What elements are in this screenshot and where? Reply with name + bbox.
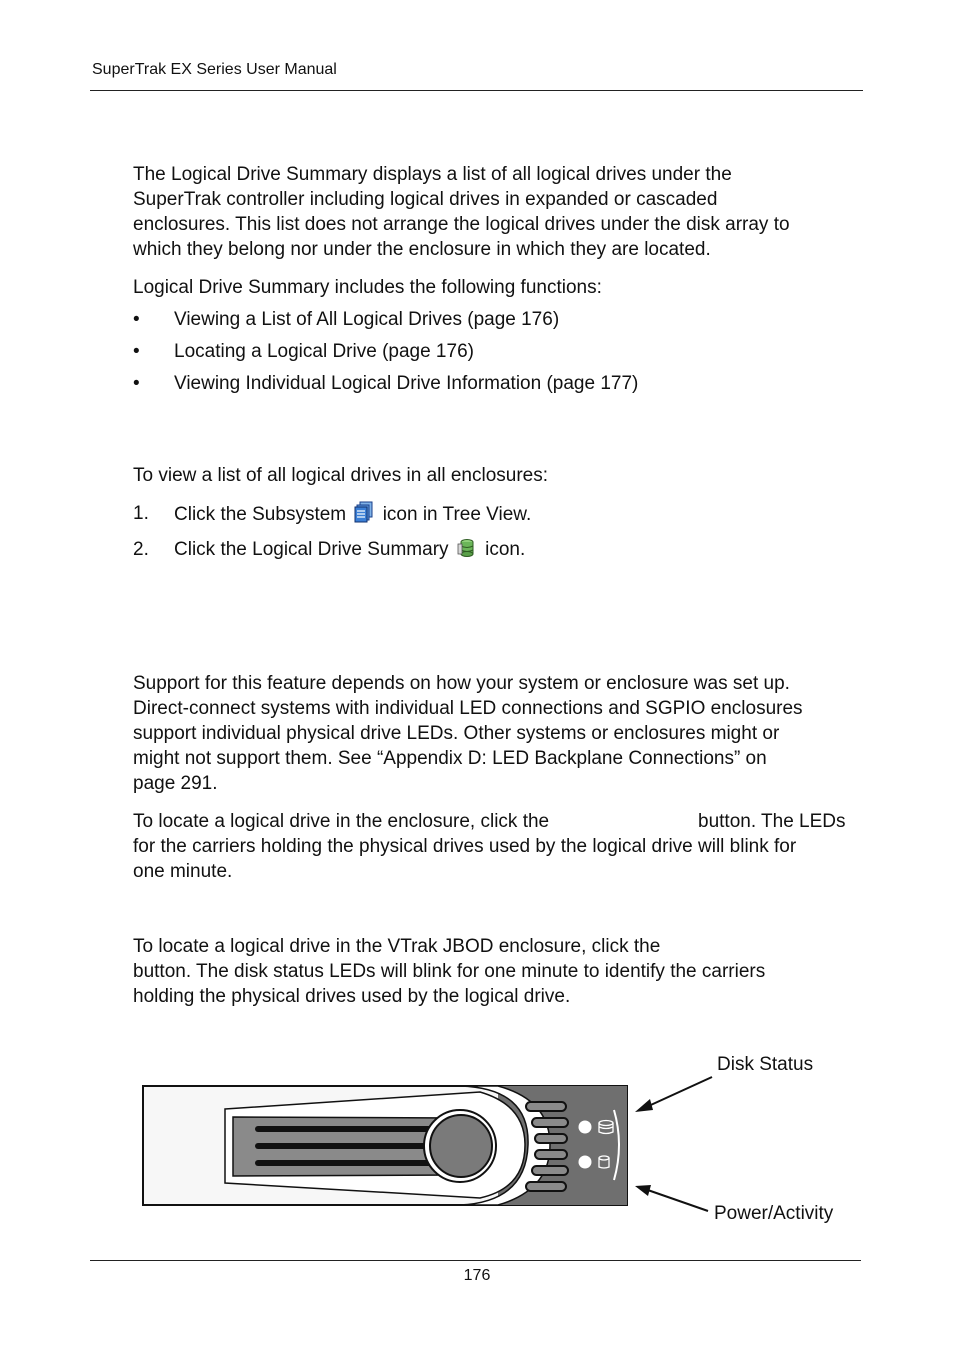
step-number: 1. [133,503,149,524]
subsystem-icon [354,501,374,530]
intro-paragraph: The Logical Drive Summary displays a list of all logical drives under the SuperTrak controller including logical drives in expanded or cascaded enclosures. This list does not arrange the logical drives under the disk array to which they belong nor under the enclosure in which they are located. [133,164,790,260]
bullet-item: Viewing Individual Logical Drive Information (page 177) [174,373,639,394]
step-text: Click the Subsystem [174,504,347,525]
disk-status-label: Disk Status [717,1054,814,1075]
logical-drive-summary-icon [457,538,477,565]
bullet-marker: • [133,309,140,330]
bullet-marker: • [133,373,140,394]
bullet-marker: • [133,341,140,362]
step-1 [174,501,531,530]
power-activity-label: Power/Activity [714,1203,834,1224]
header-rule [90,90,863,91]
view-list-lead: To view a list of all logical drives in all enclosures: [133,465,549,486]
step-number: 2. [133,539,149,560]
locate-line-end: button. The LEDs [698,811,846,832]
locate-paragraph-rest: for the carriers holding the physical drives used by the logical drive will blink for one minute. [133,836,797,882]
bullet-item: Viewing a List of All Logical Drives (page 176) [174,309,560,330]
running-header: SuperTrak EX Series User Manual [92,61,337,78]
bullet-item: Locating a Logical Drive (page 176) [174,341,474,362]
step-text: icon in Tree View. [382,504,532,525]
locate-line-start: To locate a logical drive in the enclosure, click the [133,811,550,832]
page-number: 176 [463,1267,491,1284]
vtrak-line: To locate a logical drive in the VTrak JBOD enclosure, click the [133,936,661,957]
step-text: icon. [485,539,526,560]
functions-lead: Logical Drive Summary includes the following functions: [133,277,602,298]
support-paragraph: Support for this feature depends on how your system or enclosure was set up. Direct-connect systems with individual LED connections and SGPIO enclosures support individual physical drive LEDs. Other systems or enclosures might or might not support them. See “Appendix D: LED Backplane Connections” on page 291. [133,673,803,794]
power-activity-led [579,1156,592,1169]
footer-rule [90,1260,861,1261]
disk-status-led [579,1121,592,1134]
step-text: Click the Logical Drive Summary [174,539,449,560]
vtrak-paragraph-rest: button. The disk status LEDs will blink for one minute to identify the carriers holding the physical drives used by the logical drive. [133,961,766,1007]
step-2 [174,537,525,565]
